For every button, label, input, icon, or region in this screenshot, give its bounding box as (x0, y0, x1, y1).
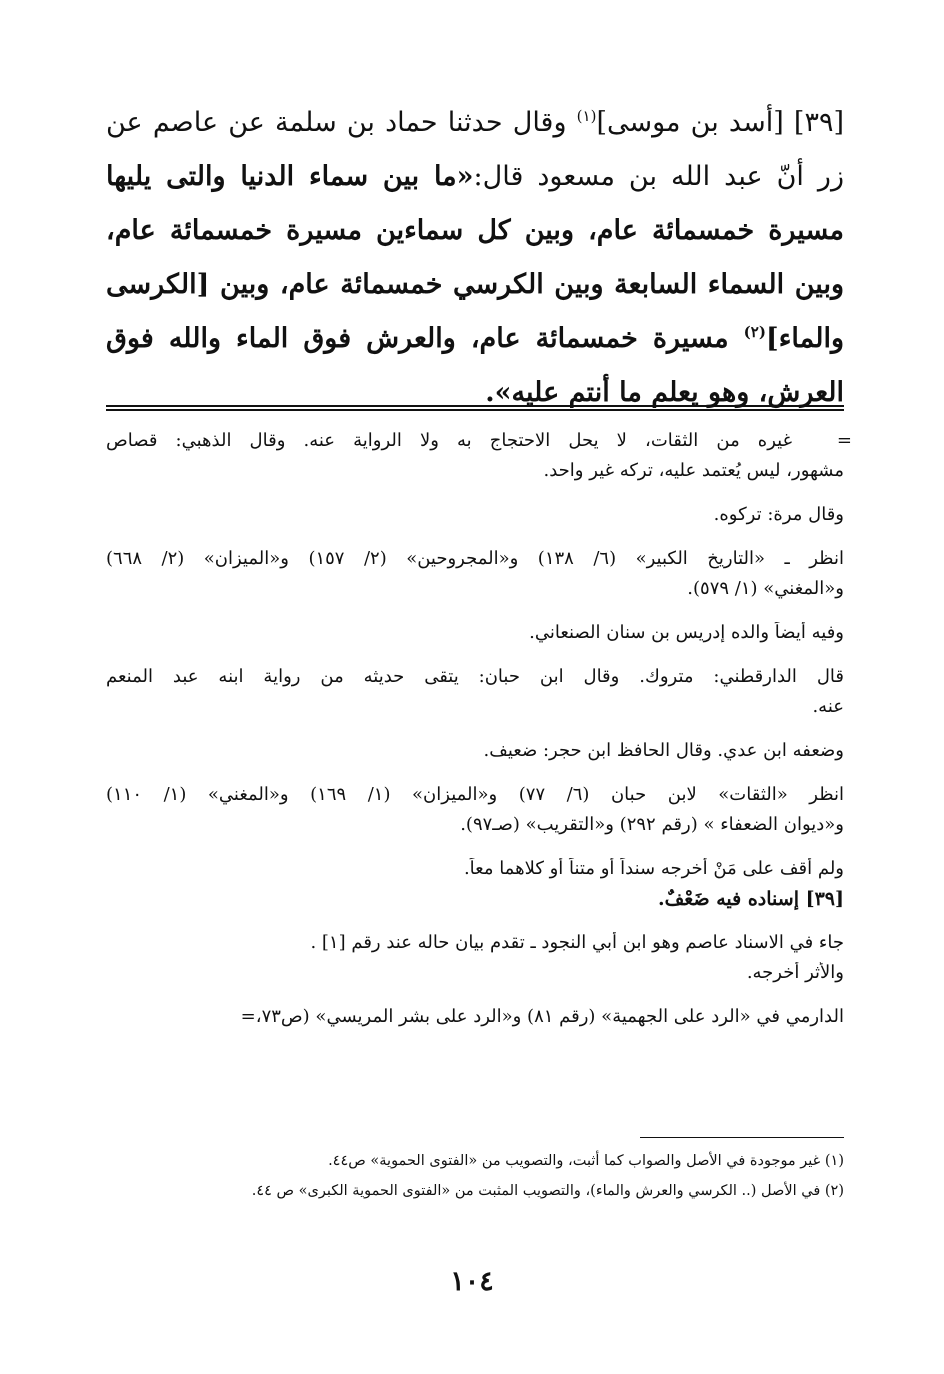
main-paragraph (106, 96, 844, 420)
note-line: جاء في الاسناد عاصم وهو ابن أبي النجود ـ تقدم بيان حاله عند رقم [١] . (310, 932, 844, 953)
note-line: ولم أقف على مَنْ أخرجه سنداً أو متناً أو كلاهما معاً. (463, 858, 844, 879)
footnote-ref-1[interactable]: (١) (576, 107, 597, 125)
footnote-divider (640, 1137, 844, 1138)
footnote-ref-2[interactable]: (٢) (743, 323, 766, 341)
footnote-1: (١) غير موجودة في الأصل والصواب كما أثبت، والتصويب من «الفتوى الحموية» ص٤٤. (328, 1153, 844, 1169)
double-divider (106, 405, 844, 411)
section-heading: [٣٩] إسناده فيه ضَعْفٌ. (658, 888, 844, 910)
footnote-2: (٢) في الأصل (.. الكرسي والعرش والماء)، والتصويب المثبت من «الفتوى الحموية الكبرى» ص ٤٤. (251, 1183, 844, 1199)
note-line: قال الدارقطني: متروك. وقال ابن حبان: يتقى حديثه من رواية ابنه عبد المنعم (106, 666, 844, 687)
note-line: عنه. (812, 696, 844, 717)
narration-intro: [٣٩] [أسد بن موسى] (596, 107, 844, 138)
note-line: و«ديوان الضعفاء » (رقم ٢٩٢) و«التقريب» (صـ٩٧). (460, 814, 844, 835)
footnotes (106, 1153, 844, 1213)
note-line: انظر ـ «التاريخ الكبير» (٦/ ١٣٨) و«المجروحين» (٢/ ١٥٧) و«الميزان» (٢/ ٦٦٨) (106, 548, 844, 569)
note-line: وقال مرة: تركوه. (713, 504, 844, 525)
note-line: انظر «الثقات» لابن حبان (٦/ ٧٧) و«الميزان» (١/ ١٦٩) و«المغني» (١/ ١١٠) (106, 784, 844, 805)
note-line: والأثر أخرجه. (746, 962, 844, 983)
commentary-section (106, 430, 852, 1036)
note-line: = غيره من الثقات، لا يحل الاحتجاج به ولا الرواية عنه. وقال الذهبي: قصاص (106, 430, 852, 451)
narration-chain: وقال حدثنا حماد بن سلمة عن عاصم عن زر أنّ عبد الله بن مسعود قال: (106, 107, 844, 192)
continuation-mark: = (836, 430, 852, 451)
hadith-text: «ما بين سماء الدنيا والتى يليها مسيرة خمسمائة عام، وبين كل سماءين مسيرة خمسمائة عام، وبين السماء السابعة وبين الكرسي خمسمائة عام، وبين [الكرسى والماء] (106, 161, 844, 354)
note-line: و«المغني» (١/ ٥٧٩). (687, 578, 844, 599)
note-line: وضعفه ابن عدي. وقال الحافظ ابن حجر: ضعيف. (483, 740, 844, 761)
hadith-text-end: مسيرة خمسمائة عام، والعرش فوق الماء والله فوق العرش، وهو يعلم ما أنتم عليه». (106, 323, 844, 408)
note-line: مشهور، ليس يُعتمد عليه، تركه غير واحد. (543, 460, 844, 481)
note-line: وفيه أيضاً والده إدريس بن سنان الصنعاني. (529, 622, 844, 643)
page-number: ١٠٤ (450, 1266, 494, 1297)
note-line: الدارمي في «الرد على الجهمية» (رقم ٨١) و«الرد على بشر المريسي» (ص٧٣،= (240, 1006, 844, 1027)
